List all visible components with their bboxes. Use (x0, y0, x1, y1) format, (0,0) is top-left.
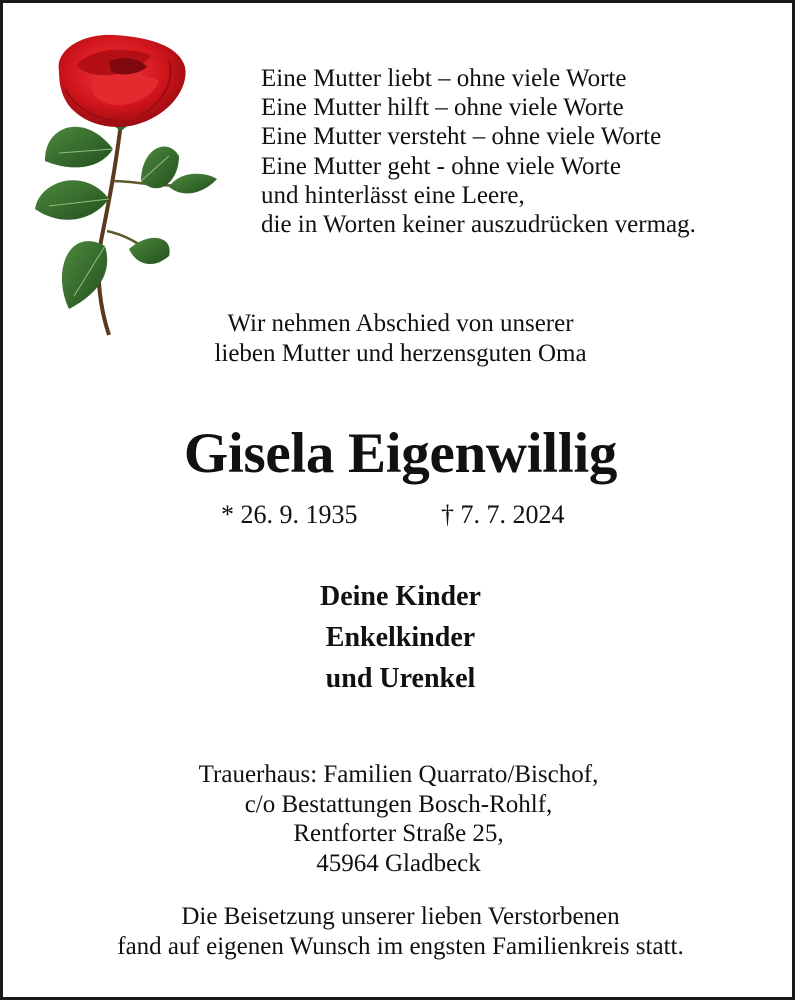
poem-line: Eine Mutter liebt – ohne viele Worte (261, 65, 627, 92)
deceased-name: Gisela Eigenwillig (183, 422, 618, 485)
address-line: Trauerhaus: Familien Quarrato/Bischof, (198, 761, 599, 788)
poem-line: Eine Mutter versteht – ohne viele Worte (261, 123, 662, 151)
burial-note (3, 902, 795, 961)
poem-line: und hinterlässt eine Leere, (261, 181, 525, 209)
mourner-line: und Urenkel (325, 663, 476, 694)
mourners (3, 576, 795, 699)
poem-line: Eine Mutter geht - ohne viele Worte (261, 152, 621, 180)
address-line: Rentforter Straße 25, (293, 820, 504, 847)
mourner-line: Deine Kinder (320, 581, 481, 612)
poem (261, 64, 696, 239)
red-rose-icon (29, 31, 229, 339)
mourner-line: Enkelkinder (325, 622, 476, 653)
intro-line: lieben Mutter und herzensguten Oma (214, 340, 587, 367)
intro-line: Wir nehmen Abschied von unserer (227, 310, 574, 337)
death-date: † 7. 7. 2024 (441, 500, 565, 529)
birth-date: * 26. 9. 1935 (221, 500, 358, 529)
poem-line: Eine Mutter hilft – ohne viele Worte (261, 94, 624, 122)
address-line: 45964 Gladbeck (316, 849, 481, 877)
farewell-intro (3, 309, 795, 369)
closing-line: fand auf eigenen Wunsch im engsten Familienkreis statt. (117, 932, 684, 960)
mourning-house-address (3, 760, 795, 878)
closing-line: Die Beisetzung unserer lieben Verstorbenen (181, 903, 620, 930)
address-line: c/o Bestattungen Bosch-Rohlf, (244, 790, 553, 818)
poem-line: die in Worten keiner auszudrücken vermag. (261, 211, 696, 239)
